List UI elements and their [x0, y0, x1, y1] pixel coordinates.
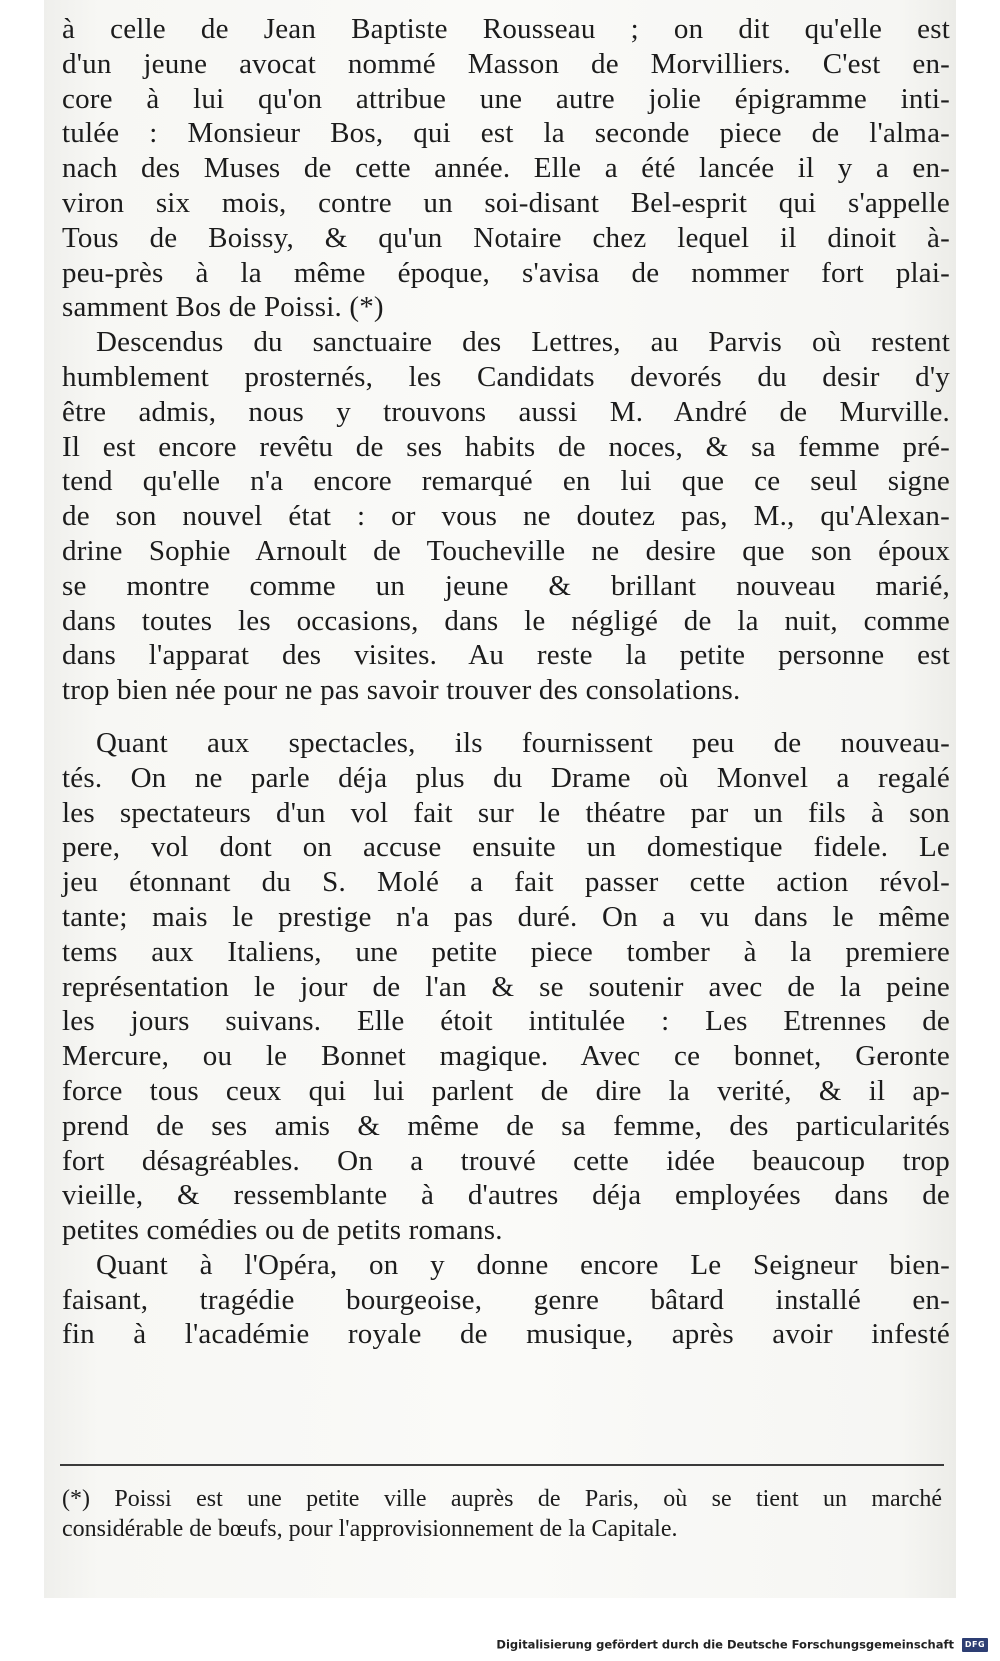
text-line: drine Sophie Arnoult de Toucheville ne desire que son époux	[62, 534, 950, 567]
text-line: les spectateurs d'un vol fait sur le théatre par un fils à son	[62, 796, 950, 829]
text-line: tés. On ne parle déja plus du Drame où Monvel a regalé	[62, 761, 950, 794]
text-line: samment Bos de Poissi. (*)	[62, 291, 384, 324]
text-line: se montre comme un jeune & brillant nouveau marié,	[62, 569, 950, 602]
text-line: Mercure, ou le Bonnet magique. Avec ce bonnet, Geronte	[62, 1040, 950, 1073]
text-line: Quant aux spectacles, ils fournissent peu de nouveau-	[96, 726, 950, 759]
text-line: vieille, & ressemblante à d'autres déja employées dans de	[62, 1179, 950, 1212]
text-line: jeu étonnant du S. Molé a fait passer cette action révol-	[62, 866, 950, 899]
text-line: pere, vol dont on accuse ensuite un domestique fidele. Le	[62, 831, 950, 864]
footnote-rule	[60, 1464, 944, 1466]
text-line: Tous de Boissy, & qu'un Notaire chez lequel il dinoit à-	[62, 221, 950, 254]
text-line: fin à l'académie royale de musique, après avoir infesté	[62, 1318, 950, 1351]
text-line: de son nouvel état : or vous ne doutez pas, M., qu'Alexan-	[62, 500, 950, 533]
text-line: fort désagréables. On a trouvé cette idée beaucoup trop	[62, 1144, 950, 1177]
text-line: Il est encore revêtu de ses habits de noces, & sa femme pré-	[62, 430, 950, 463]
text-line: tante; mais le prestige n'a pas duré. On a vu dans le même	[62, 900, 950, 933]
text-line: prend de ses amis & même de sa femme, des particularités	[62, 1109, 950, 1142]
text-line: dans l'apparat des visites. Au reste la petite personne est	[62, 639, 950, 672]
text-line: petites comédies ou de petits romans.	[62, 1214, 503, 1247]
text-line: tems aux Italiens, une petite piece tomber à la premiere	[62, 935, 950, 968]
digitization-credit	[496, 1637, 988, 1652]
text-line: d'un jeune avocat nommé Masson de Morvilliers. C'est en-	[62, 47, 950, 80]
text-line: représentation le jour de l'an & se soutenir avec de la peine	[62, 970, 950, 1003]
dfg-logo-icon: DFG	[962, 1638, 988, 1652]
footnote	[62, 1484, 942, 1544]
text-line: peu-près à la même époque, s'avisa de nommer fort plai-	[62, 256, 950, 289]
text-line: tulée : Monsieur Bos, qui est la seconde piece de l'alma-	[62, 117, 950, 150]
text-line: être admis, nous y trouvons aussi M. André de Murville.	[62, 395, 950, 428]
text-line: force tous ceux qui lui parlent de dire la verité, & il ap-	[62, 1074, 950, 1107]
text-line: Quant à l'Opéra, on y donne encore Le Seigneur bien-	[96, 1248, 950, 1281]
text-line: viron six mois, contre un soi-disant Bel-esprit qui s'appelle	[62, 186, 950, 219]
text-line: faisant, tragédie bourgeoise, genre bâtard installé en-	[62, 1283, 950, 1316]
footnote-line: considérable de bœufs, pour l'approvisionnement de la Capitale.	[62, 1516, 678, 1542]
text-line: nach des Muses de cette année. Elle a été lancée il y a en-	[62, 152, 950, 185]
text-line: dans toutes les occasions, dans le négligé de la nuit, comme	[62, 604, 950, 637]
text-line: les jours suivans. Elle étoit intitulée : Les Etrennes de	[62, 1005, 950, 1038]
text-line: Descendus du sanctuaire des Lettres, au Parvis où restent	[96, 326, 950, 359]
footnote-line: (*) Poissi est une petite ville auprès de Paris, où se tient un marché	[62, 1486, 942, 1512]
text-line: tend qu'elle n'a encore remarqué en lui que ce seul signe	[62, 465, 950, 498]
credit-text: Digitalisierung gefördert durch die Deutsche Forschungsgemeinschaft	[496, 1637, 954, 1652]
body-text	[62, 12, 950, 1352]
text-line: trop bien née pour ne pas savoir trouver des consolations.	[62, 674, 741, 707]
text-line: core à lui qu'on attribue une autre jolie épigramme inti-	[62, 82, 950, 115]
text-line: humblement prosternés, les Candidats devorés du desir d'y	[62, 360, 950, 393]
text-line: à celle de Jean Baptiste Rousseau ; on dit qu'elle est	[62, 13, 950, 45]
